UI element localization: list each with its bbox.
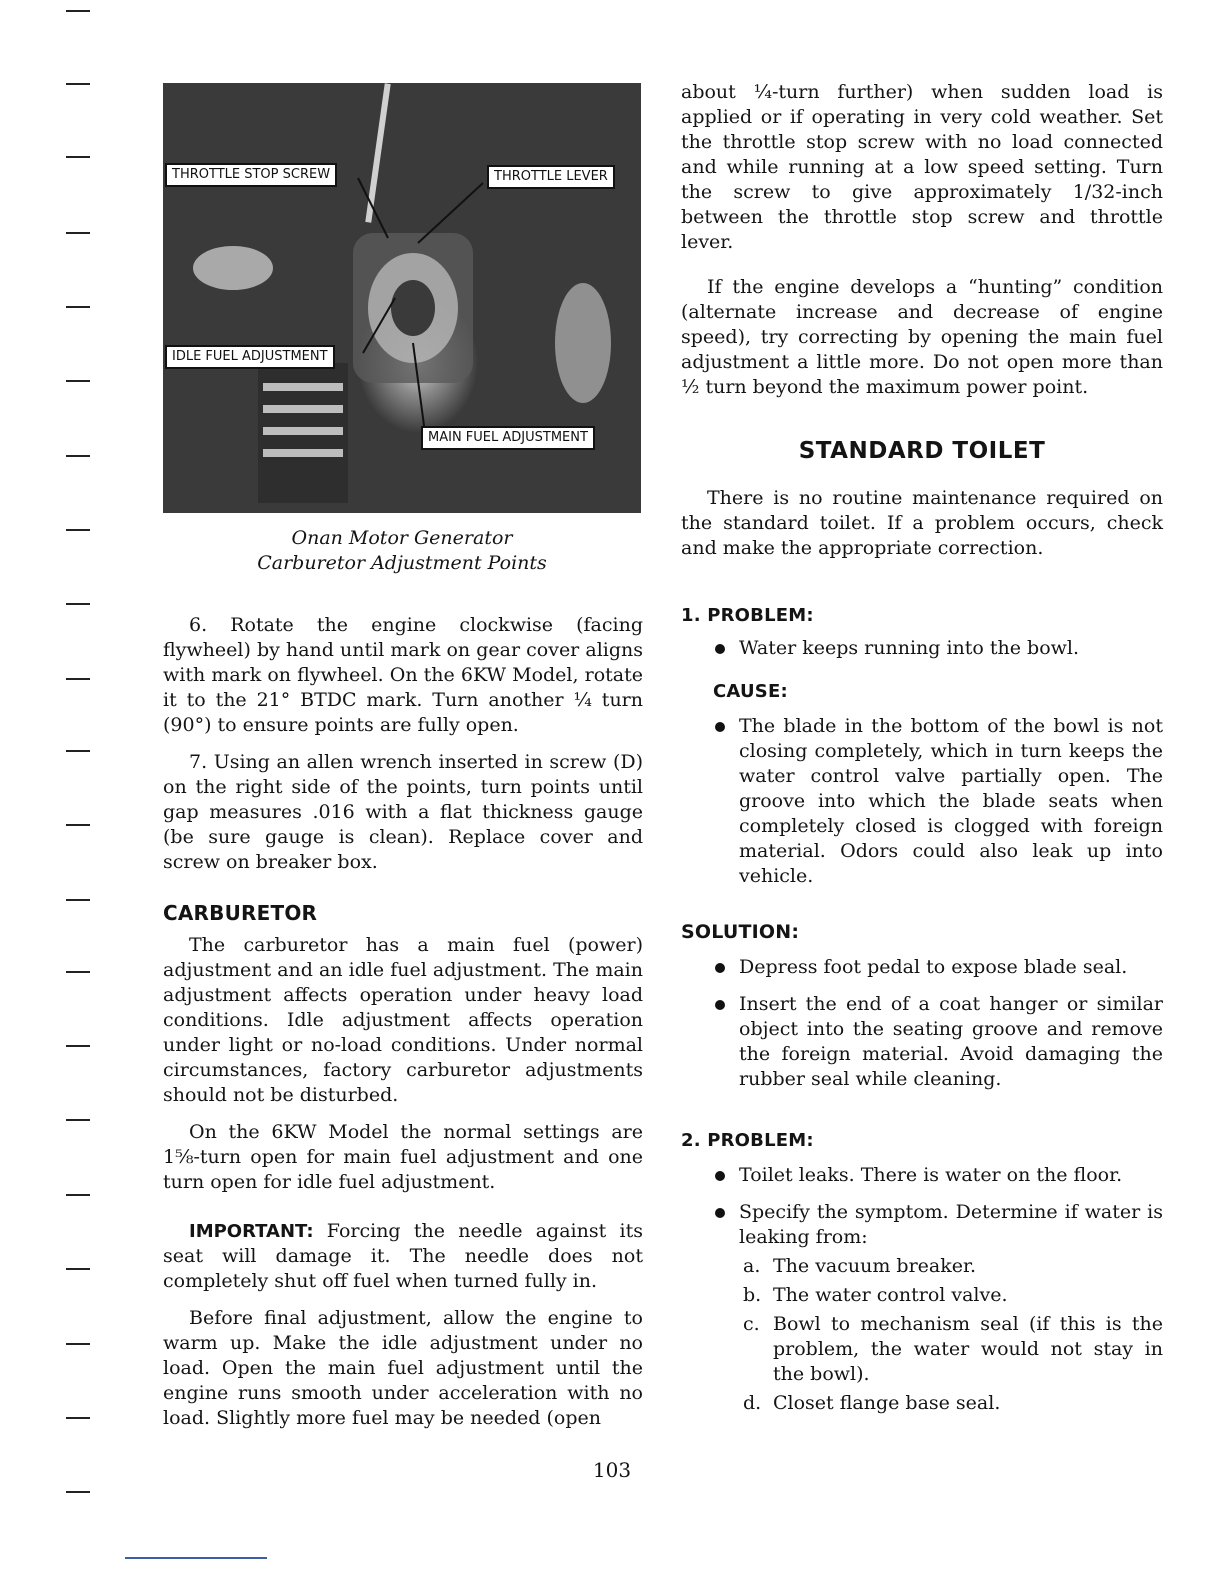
callout-main-fuel-adjustment: MAIN FUEL ADJUSTMENT bbox=[421, 426, 595, 450]
bullet-dot bbox=[715, 1171, 725, 1181]
solution-text-1: Depress foot pedal to expose blade seal. bbox=[739, 956, 1128, 978]
important-note bbox=[163, 1219, 643, 1294]
problem-1-heading: 1. PROBLEM: bbox=[681, 605, 814, 626]
sub-item-letter: b. bbox=[743, 1284, 762, 1306]
toilet-intro-paragraph: There is no routine maintenance required on the standard toilet. If a problem occurs, check and make the appropriate correction. bbox=[681, 487, 1163, 559]
important-text: Forcing the needle against its seat will damage it. The needle does not completely shut off fuel when turned fully in. bbox=[163, 1220, 643, 1292]
bullet-dot bbox=[715, 644, 725, 654]
left-column bbox=[163, 613, 643, 1431]
problem-2-heading: 2. PROBLEM: bbox=[681, 1130, 814, 1151]
problem-1-bullet bbox=[681, 636, 1163, 661]
bullet-dot bbox=[715, 1208, 725, 1218]
problem-1-text: Water keeps running into the bowl. bbox=[739, 637, 1080, 659]
sub-item-d bbox=[681, 1391, 1163, 1416]
cause-bullet bbox=[681, 714, 1163, 889]
footer-rule bbox=[125, 1557, 267, 1559]
sub-item-text: The water control valve. bbox=[773, 1284, 1008, 1306]
solution-bullet-1 bbox=[681, 955, 1163, 980]
figure-caption bbox=[163, 526, 641, 576]
sub-item-letter: c. bbox=[743, 1313, 760, 1335]
sub-item-c bbox=[681, 1312, 1163, 1387]
sub-item-letter: d. bbox=[743, 1392, 762, 1414]
carburetor-paragraph-1: The carburetor has a main fuel (power) adjustment and an idle fuel adjustment. The main adjustment affects operation under heavy load conditions. Idle adjustment affects operation under light or no-load conditions. Under normal circumstances, factory carburetor adjustments should not be disturbed. bbox=[163, 934, 643, 1106]
page-number: 103 bbox=[592, 1458, 632, 1482]
carburetor-paragraph-3: Before final adjustment, allow the engine to warm up. Make the idle adjustment under no load. Open the main fuel adjustment until the engine runs smooth under acceleration with no load. Slightly more fuel may be needed (open bbox=[163, 1307, 643, 1429]
sub-item-letter: a. bbox=[743, 1255, 761, 1277]
problem-2-bullet-1 bbox=[681, 1163, 1163, 1188]
cause-text: The blade in the bottom of the bowl is not closing completely, which in turn keeps the water control valve partially open. The groove into which the blade seats when completely closed is clogged with foreign material. Odors could also leak up into vehicle. bbox=[739, 715, 1163, 887]
sub-item-text: The vacuum breaker. bbox=[773, 1255, 977, 1277]
bullet-dot bbox=[715, 1000, 725, 1010]
binding-margin-ticks bbox=[66, 0, 94, 1584]
solution-heading: SOLUTION: bbox=[681, 921, 800, 943]
sub-item-a bbox=[681, 1254, 1163, 1279]
problem-2-bullet-2 bbox=[681, 1200, 1163, 1250]
hunting-paragraph: If the engine develops a “hunting” condition (alternate increase and decrease of engine speed), try correcting by opening the main fuel adjustment a little more. Do not open more than ½ turn beyond the maximum power point. bbox=[681, 276, 1163, 398]
solution-text-2: Insert the end of a coat hanger or similar object into the seating groove and remove the foreign material. Avoid damaging the rubber seal while cleaning. bbox=[739, 993, 1163, 1090]
right-column bbox=[681, 80, 1163, 1416]
problem-2-text-2: Specify the symptom. Determine if water is leaking from: bbox=[739, 1201, 1163, 1248]
callout-idle-fuel-adjustment: IDLE FUEL ADJUSTMENT bbox=[165, 345, 335, 369]
bullet-dot bbox=[715, 722, 725, 732]
callout-throttle-lever: THROTTLE LEVER bbox=[487, 165, 615, 189]
step-6-paragraph: 6. Rotate the engine clockwise (facing flywheel) by hand until mark on gear cover aligns with mark on flywheel. On the 6KW Model, rotate it to the 21° BTDC mark. Turn another ¼ turn (90°) to ensure points are fully open. bbox=[163, 614, 643, 736]
sub-item-text: Closet flange base seal. bbox=[773, 1392, 1001, 1414]
solution-bullet-2 bbox=[681, 992, 1163, 1092]
standard-toilet-title: STANDARD TOILET bbox=[798, 438, 1046, 464]
caption-line-2: Carburetor Adjustment Points bbox=[257, 552, 547, 574]
step-7-paragraph: 7. Using an allen wrench inserted in screw (D) on the right side of the points, turn points until gap measures .016 with a flat thickness gauge (be sure gauge is clean). Replace cover and screw on breaker box. bbox=[163, 751, 643, 873]
callout-throttle-stop-screw: THROTTLE STOP SCREW bbox=[165, 163, 337, 187]
sub-item-text: Bowl to mechanism seal (if this is the problem, the water would not stay in the bowl). bbox=[773, 1313, 1163, 1385]
caption-line-1: Onan Motor Generator bbox=[291, 527, 513, 549]
problem-2-text-1: Toilet leaks. There is water on the floor. bbox=[739, 1164, 1123, 1186]
carburetor-heading: CARBURETOR bbox=[163, 901, 318, 925]
continued-paragraph: about ¼-turn further) when sudden load is applied or if operating in very cold weather. Set the throttle stop screw with no load connected and while running at a low speed setting. Turn the screw to give approximately 1/32-inch between the throttle stop screw and throttle lever. bbox=[681, 81, 1163, 253]
carburetor-paragraph-2: On the 6KW Model the normal settings are 1⅝-turn open for main fuel adjustment and one turn open for idle fuel adjustment. bbox=[163, 1121, 643, 1193]
sub-item-b bbox=[681, 1283, 1163, 1308]
cause-heading: CAUSE: bbox=[713, 681, 788, 702]
important-label: IMPORTANT: bbox=[189, 1221, 314, 1242]
bullet-dot bbox=[715, 963, 725, 973]
carburetor-photo bbox=[163, 83, 641, 513]
